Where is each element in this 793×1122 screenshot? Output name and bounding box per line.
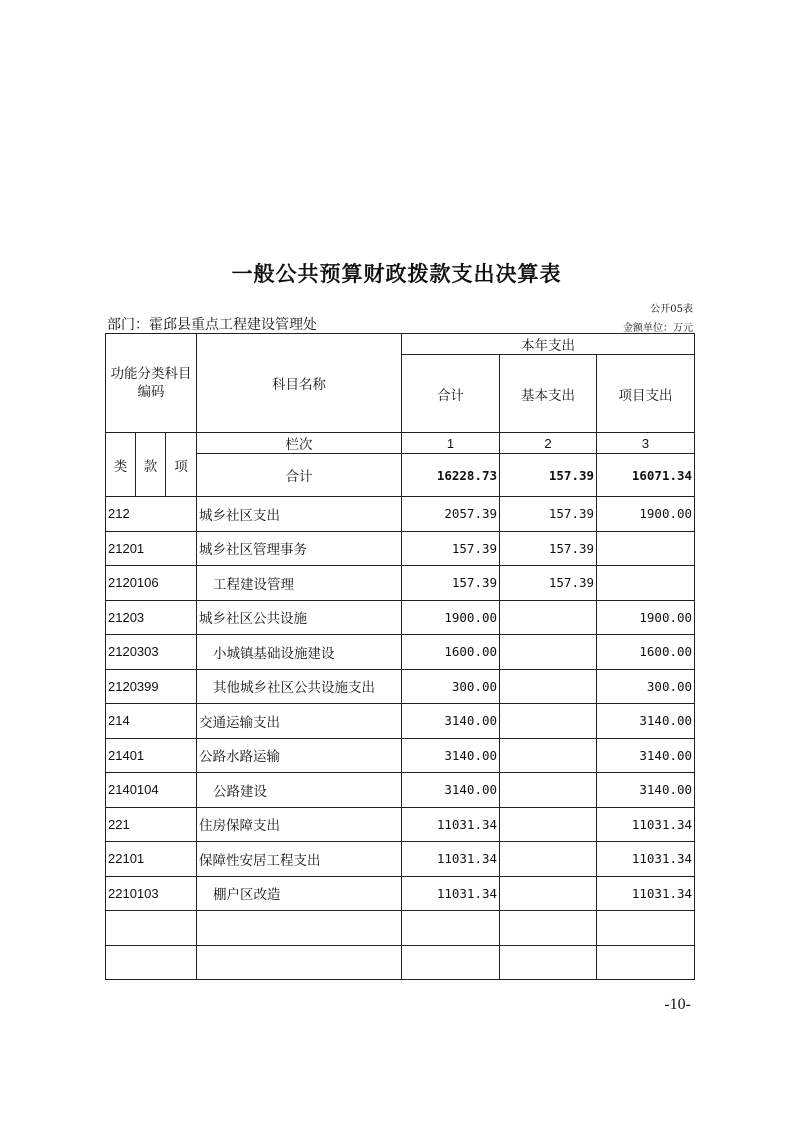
row-basic: 157.39 bbox=[500, 531, 597, 566]
row-code: 2140104 bbox=[106, 773, 197, 808]
row-code: 21201 bbox=[106, 531, 197, 566]
page-number: -10- bbox=[664, 996, 691, 1013]
row-project: 3140.00 bbox=[597, 773, 695, 808]
row-total: 3140.00 bbox=[402, 704, 500, 739]
row-name: 工程建设管理 bbox=[197, 566, 402, 601]
row-name: 棚户区改造 bbox=[197, 876, 402, 911]
basic-header: 基本支出 bbox=[500, 355, 597, 433]
subject-name-header: 科目名称 bbox=[197, 334, 402, 433]
department-label: 部门：霍邱县重点工程建设管理处 bbox=[107, 317, 317, 333]
form-number: 公开05表 bbox=[650, 304, 693, 315]
row-basic bbox=[500, 807, 597, 842]
row-total: 1600.00 bbox=[402, 635, 500, 670]
row-total: 1900.00 bbox=[402, 600, 500, 635]
total-header: 合计 bbox=[402, 355, 500, 433]
row-project: 300.00 bbox=[597, 669, 695, 704]
row-total: 11031.34 bbox=[402, 807, 500, 842]
row-total: 3140.00 bbox=[402, 738, 500, 773]
report-title: 一般公共预算财政拨款支出决算表 bbox=[231, 262, 562, 286]
table-row bbox=[106, 600, 695, 635]
expenditure-table bbox=[105, 333, 695, 980]
table-row bbox=[106, 566, 695, 601]
row-code: 21203 bbox=[106, 600, 197, 635]
row-project: 1600.00 bbox=[597, 635, 695, 670]
column-index-label: 栏次 bbox=[197, 433, 402, 454]
table-row bbox=[106, 738, 695, 773]
row-project: 3140.00 bbox=[597, 704, 695, 739]
amount-unit: 金额单位：万元 bbox=[623, 323, 693, 334]
row-total: 11031.34 bbox=[402, 876, 500, 911]
row-code: 2120399 bbox=[106, 669, 197, 704]
table-row bbox=[106, 704, 695, 739]
table-row bbox=[106, 669, 695, 704]
row-basic bbox=[500, 842, 597, 877]
row-total: 2057.39 bbox=[402, 497, 500, 532]
row-project: 3140.00 bbox=[597, 738, 695, 773]
row-code: 2120303 bbox=[106, 635, 197, 670]
row-name: 保障性安居工程支出 bbox=[197, 842, 402, 877]
row-total: 11031.34 bbox=[402, 842, 500, 877]
row-name: 交通运输支出 bbox=[197, 704, 402, 739]
empty-row bbox=[106, 945, 695, 980]
row-basic: 157.39 bbox=[500, 497, 597, 532]
row-code: 2120106 bbox=[106, 566, 197, 601]
row-name: 公路建设 bbox=[197, 773, 402, 808]
totals-project: 16071.34 bbox=[597, 454, 695, 497]
row-code: 221 bbox=[106, 807, 197, 842]
row-name: 小城镇基础设施建设 bbox=[197, 635, 402, 670]
row-basic bbox=[500, 635, 597, 670]
table-row bbox=[106, 531, 695, 566]
row-project: 1900.00 bbox=[597, 600, 695, 635]
totals-basic: 157.39 bbox=[500, 454, 597, 497]
table-row bbox=[106, 773, 695, 808]
table-row bbox=[106, 842, 695, 877]
row-total: 3140.00 bbox=[402, 773, 500, 808]
row-project: 11031.34 bbox=[597, 807, 695, 842]
row-code: 21401 bbox=[106, 738, 197, 773]
row-name: 住房保障支出 bbox=[197, 807, 402, 842]
row-total: 300.00 bbox=[402, 669, 500, 704]
row-name: 城乡社区公共设施 bbox=[197, 600, 402, 635]
row-basic bbox=[500, 669, 597, 704]
year-expenditure-header: 本年支出 bbox=[402, 334, 695, 355]
row-name: 其他城乡社区公共设施支出 bbox=[197, 669, 402, 704]
row-code: 214 bbox=[106, 704, 197, 739]
row-project bbox=[597, 566, 695, 601]
column-index-2: 2 bbox=[500, 433, 597, 454]
project-header: 项目支出 bbox=[597, 355, 695, 433]
row-total: 157.39 bbox=[402, 566, 500, 601]
row-project: 11031.34 bbox=[597, 876, 695, 911]
row-name: 城乡社区管理事务 bbox=[197, 531, 402, 566]
column-index-1: 1 bbox=[402, 433, 500, 454]
column-index-3: 3 bbox=[597, 433, 695, 454]
row-code: 2210103 bbox=[106, 876, 197, 911]
row-basic bbox=[500, 773, 597, 808]
row-basic: 157.39 bbox=[500, 566, 597, 601]
empty-row bbox=[106, 911, 695, 946]
row-code: 22101 bbox=[106, 842, 197, 877]
table-row bbox=[106, 807, 695, 842]
table-row bbox=[106, 876, 695, 911]
row-basic bbox=[500, 876, 597, 911]
table-row bbox=[106, 635, 695, 670]
row-name: 公路水路运输 bbox=[197, 738, 402, 773]
kuan-header: 款 bbox=[136, 433, 166, 497]
row-name: 城乡社区支出 bbox=[197, 497, 402, 532]
totals-total: 16228.73 bbox=[402, 454, 500, 497]
totals-label: 合计 bbox=[197, 454, 402, 497]
row-project bbox=[597, 531, 695, 566]
table-row bbox=[106, 497, 695, 532]
row-basic bbox=[500, 704, 597, 739]
func-code-header: 功能分类科目编码 bbox=[106, 334, 197, 433]
row-total: 157.39 bbox=[402, 531, 500, 566]
row-basic bbox=[500, 738, 597, 773]
row-code: 212 bbox=[106, 497, 197, 532]
row-basic bbox=[500, 600, 597, 635]
row-project: 1900.00 bbox=[597, 497, 695, 532]
lei-header: 类 bbox=[106, 433, 136, 497]
row-project: 11031.34 bbox=[597, 842, 695, 877]
xiang-header: 项 bbox=[166, 433, 197, 497]
